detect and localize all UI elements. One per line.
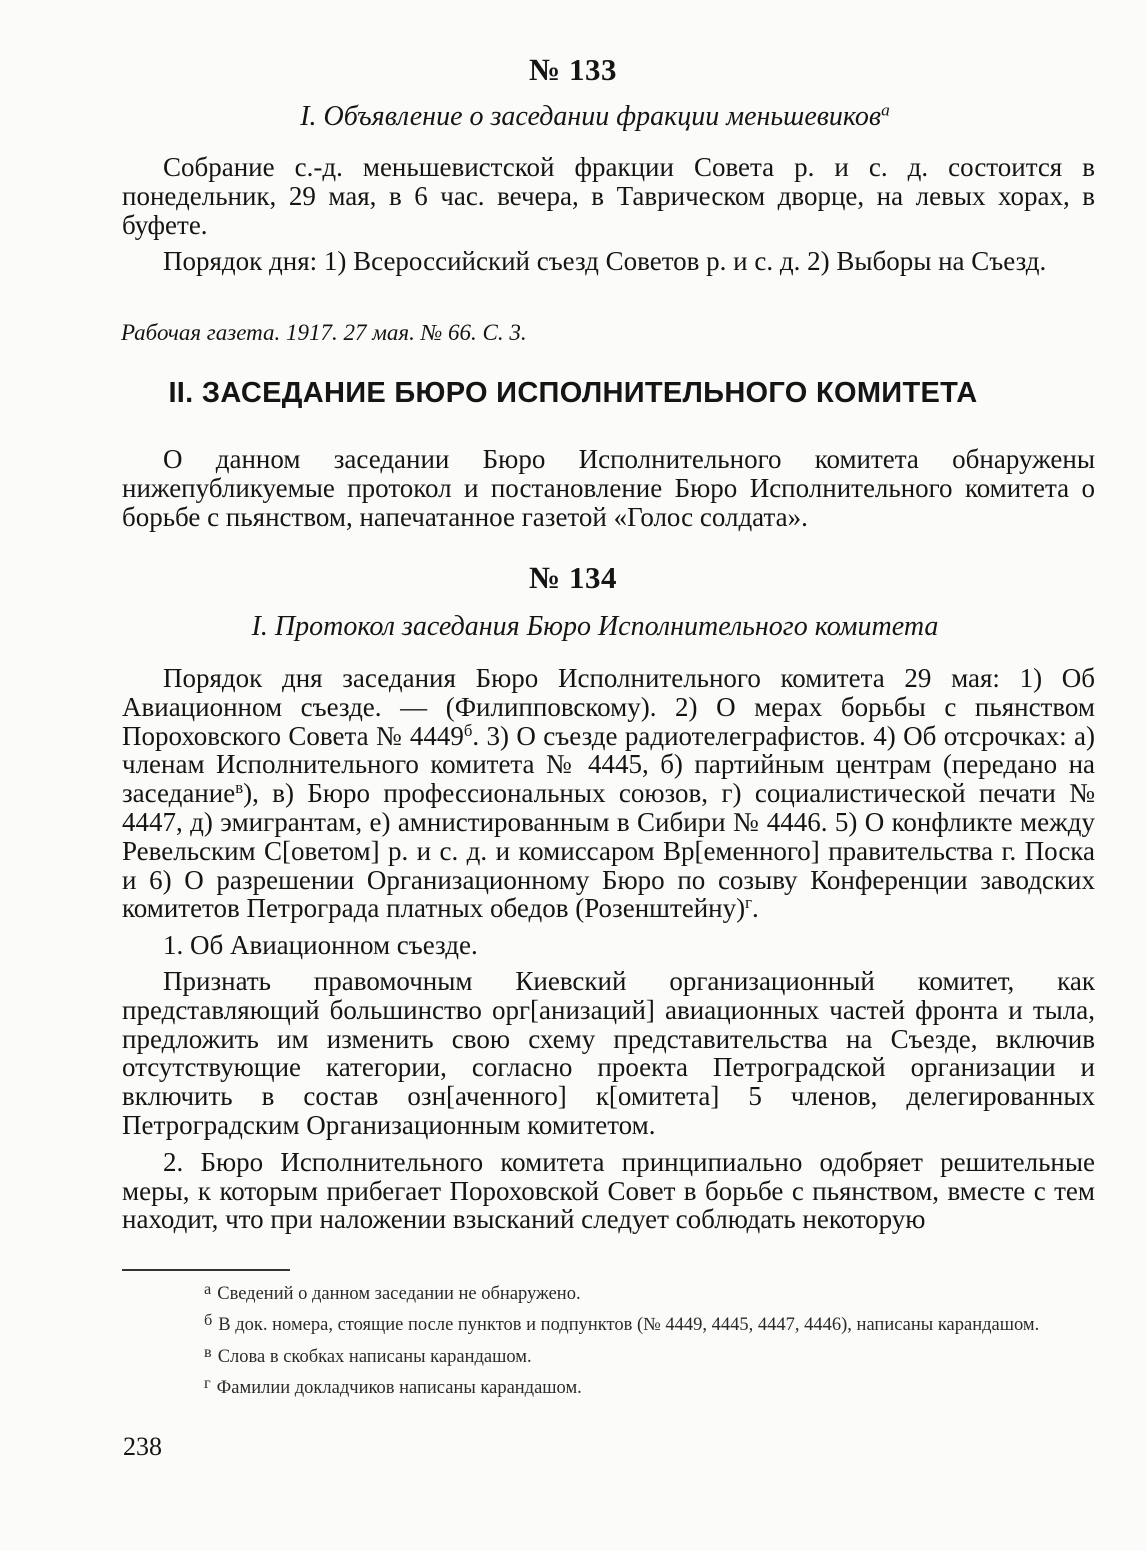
paragraph: Собрание с.-д. меньшевистской фракции Совета р. и с. д. состоится в понедельник, 29 мая, в 6 час. вечера, в Таврическом дворце, на левых хорах, в буфете. xyxy=(122,152,1095,240)
footnote-divider xyxy=(122,1269,290,1271)
document-title-134: I. Протокол заседания Бюро Исполнительного комитета xyxy=(251,611,939,642)
agenda-text: . xyxy=(752,893,759,924)
footnote-ref: в xyxy=(235,777,244,797)
source-citation: Рабочая газета. 1917. 27 мая. № 66. С. 3. xyxy=(121,320,527,345)
paragraph: Признать правомочным Киевский организационный комитет, как представляющий большинство орг[анизаций] авиационных частей фронта и тыла, предложить им изменить свою схему представительства на Съезде, включив отсутствующие категории, согласно проекта Петроградской организации и включить в состав озн[аченного] к[омитета] 5 членов, делегированных Петроградским Организационным комитетом. xyxy=(122,965,1095,1140)
footnote-ref: б xyxy=(463,720,473,740)
footnote-ref: а xyxy=(881,100,890,120)
footnote-text: В док. номера, стоящие после пунктов и подпунктов (№ 4449, 4445, 4447, 4446), написаны карандашом. xyxy=(218,1315,1040,1336)
section-intro xyxy=(122,445,1095,531)
agenda-text: Порядок дня заседания Бюро Исполнительного комитета 29 мая: 1) Об Авиационном съезде. — (Филипповскому). 2) О мерах борьбы с пьянством Пороховского Совета № 4449 xyxy=(122,663,1095,751)
agenda-paragraph xyxy=(122,664,1095,923)
footnote-mark: б xyxy=(204,1310,213,1330)
section-heading: II. ЗАСЕДАНИЕ БЮРО ИСПОЛНИТЕЛЬНОГО КОМИТЕТА xyxy=(168,377,978,409)
footnote-mark: а xyxy=(204,1279,212,1298)
footnote xyxy=(122,1341,1095,1368)
footnote xyxy=(122,1309,1095,1336)
agenda-text: ), в) Бюро профессиональных союзов, г) социалистической печати № 4447, д) эмигрантам, е) амнистированным в Сибири № 4446. 5) О конфликте между Ревельским С[оветом] р. и с. д. и комиссаром Вр[еменного] правительства г. Поска и 6) О разрешении Организационному Бюро по созыву Конференции заводских комитетов Петрограда платных обедов (Розенштейну) xyxy=(122,778,1095,924)
paragraph: 2. Бюро Исполнительного комитета принципиально одобряет решительные меры, к которым прибегает Пороховской Совет в борьбе с пьянством, вместе с тем находит, что при наложении взысканий следует соблюдать некоторую xyxy=(122,1146,1095,1235)
paragraph: О данном заседании Бюро Исполнительного комитета обнаружены нижепубликуемые протокол и постановление Бюро Исполнительного комитета о борьбе с пьянством, напечатанное газетой «Голос солдата». xyxy=(122,444,1095,532)
footnote-mark: г xyxy=(204,1373,211,1393)
footnote-text: Сведений о данном заседании не обнаружено. xyxy=(217,1283,581,1304)
footnote-ref: г xyxy=(745,893,752,913)
document-number-134: № 134 xyxy=(529,560,617,595)
footnote xyxy=(122,1278,1095,1305)
footnote-text: Фамилии докладчиков написаны карандашом. xyxy=(216,1378,582,1398)
agenda-text: . 3) О съезде радиотелеграфистов. 4) Об отсрочках: а) членам Исполнительного комитета № 4445, б) партийным центрам (передано на заседание xyxy=(122,720,1095,809)
document-number-133: № 133 xyxy=(529,52,617,87)
document-title-133 xyxy=(120,101,1070,133)
footnote-mark: в xyxy=(204,1341,212,1361)
footnote xyxy=(122,1372,1095,1399)
document-title-text: I. Объявление о заседании фракции меньшевиков xyxy=(300,101,882,132)
footnotes xyxy=(122,1278,1095,1404)
document-body-133 xyxy=(122,153,1095,276)
paragraph: Порядок дня: 1) Всероссийский съезд Советов р. и с. д. 2) Выборы на Съезд. xyxy=(163,246,1047,277)
footnote-text: Слова в скобках написаны карандашом. xyxy=(217,1346,532,1367)
page-number: 238 xyxy=(123,1432,162,1461)
document-body-134 xyxy=(122,664,1095,1234)
item-heading: 1. Об Авиационном съезде. xyxy=(163,930,478,961)
